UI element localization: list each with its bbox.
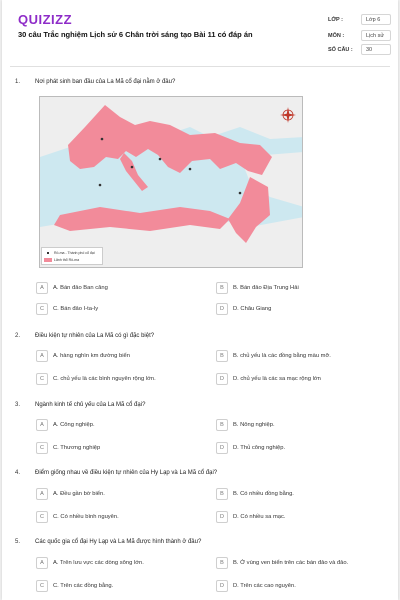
q3-option-b[interactable]	[216, 419, 386, 433]
option-letter: A	[36, 419, 48, 431]
meta-count-label: SỐ CÂU :	[328, 47, 353, 53]
option-text: A. hàng nghìn km đường biển	[53, 353, 130, 359]
meta-subject-label: MÔN :	[328, 33, 345, 39]
q1-option-b[interactable]	[216, 282, 386, 296]
q1-option-c[interactable]	[36, 303, 206, 317]
question-2-text: Điều kiện tự nhiên của La Mã có gì đặc biệt?	[35, 333, 155, 339]
q2-option-a[interactable]	[36, 350, 206, 364]
option-text: C. Thương nghiệp	[53, 445, 101, 451]
quizizz-logo: QUIZIZZ	[18, 12, 73, 27]
q3-option-d[interactable]	[216, 442, 386, 456]
meta-count-value: 30	[361, 44, 391, 55]
option-text: A. Trên lưu vực các dòng sông lớn.	[53, 560, 144, 566]
q4-option-b[interactable]	[216, 488, 386, 502]
question-3-number: 3.	[15, 402, 21, 408]
q5-option-b[interactable]	[216, 557, 386, 571]
option-text: A. Đều gần bờ biển.	[53, 491, 105, 497]
option-letter: D	[216, 303, 228, 315]
option-letter: D	[216, 580, 228, 592]
q3-option-c[interactable]	[36, 442, 206, 456]
option-text: B. Ở vùng ven biển trên các bán đảo và đảo.	[233, 560, 349, 566]
page-title: 30 câu Trắc nghiệm Lịch sử 6 Chân trời sáng tạo Bài 11 có đáp án	[18, 30, 253, 39]
option-letter: C	[36, 580, 48, 592]
option-text: B. Nông nghiệp.	[233, 422, 275, 428]
roman-empire-map	[39, 96, 303, 268]
q4-option-a[interactable]	[36, 488, 206, 502]
q2-option-c[interactable]	[36, 373, 206, 387]
option-text: C. Trên các đồng bằng.	[53, 583, 114, 589]
option-letter: A	[36, 557, 48, 569]
q4-option-d[interactable]	[216, 511, 386, 525]
question-2-number: 2.	[15, 333, 21, 339]
legend-territory-label: Lãnh thổ Rô-ma	[54, 258, 80, 262]
q3-option-a[interactable]	[36, 419, 206, 433]
map-graphic	[40, 97, 303, 268]
option-text: D. chủ yếu là các sa mạc rộng lớn	[233, 376, 321, 382]
q2-option-b[interactable]	[216, 350, 386, 364]
option-letter: D	[216, 511, 228, 523]
map-legend	[41, 247, 103, 265]
meta-class-label: LỚP :	[328, 17, 343, 23]
question-3-text: Ngành kinh tế chủ yếu của La Mã cổ đại?	[35, 402, 146, 408]
q1-option-d[interactable]	[216, 303, 386, 317]
option-text: A. Công nghiệp.	[53, 422, 95, 428]
q1-option-a[interactable]	[36, 282, 206, 296]
option-text: C. Có nhiều bình nguyên.	[53, 514, 119, 520]
q4-option-c[interactable]	[36, 511, 206, 525]
option-letter: C	[36, 511, 48, 523]
option-letter: C	[36, 442, 48, 454]
option-text: D. Thủ công nghiệp.	[233, 445, 286, 451]
option-text: C. chủ yếu là các bình nguyên rộng lớn.	[53, 376, 156, 382]
question-4-text: Điểm giống nhau về điều kiện tự nhiên của Hy Lạp và La Mã cổ đại?	[35, 470, 218, 476]
option-letter: B	[216, 557, 228, 569]
header-divider	[10, 66, 390, 67]
question-4-number: 4.	[15, 470, 21, 476]
option-letter: A	[36, 282, 48, 294]
option-text: B. Bán đảo Địa Trung Hải	[233, 285, 299, 291]
option-letter: B	[216, 488, 228, 500]
option-text: A. Bán đảo Ban căng	[53, 285, 108, 291]
option-text: D. Châu Giang	[233, 306, 272, 312]
q5-option-a[interactable]	[36, 557, 206, 571]
option-text: B. chủ yếu là các đồng bằng màu mỡ.	[233, 353, 331, 359]
option-letter: A	[36, 350, 48, 362]
meta-subject-value: Lịch sử	[361, 30, 391, 41]
option-text: B. Có nhiều đồng bằng.	[233, 491, 294, 497]
meta-class-value: Lớp 6	[361, 14, 391, 25]
option-letter: D	[216, 442, 228, 454]
q5-option-c[interactable]	[36, 580, 206, 594]
question-5-text: Các quốc gia cổ đại Hy Lạp và La Mã được hình thành ở đâu?	[35, 539, 202, 545]
option-letter: B	[216, 282, 228, 294]
option-letter: C	[36, 373, 48, 385]
option-text: D. Trên các cao nguyên.	[233, 583, 296, 589]
option-letter: B	[216, 419, 228, 431]
q2-option-d[interactable]	[216, 373, 386, 387]
option-letter: B	[216, 350, 228, 362]
option-letter: D	[216, 373, 228, 385]
option-letter: C	[36, 303, 48, 315]
q5-option-d[interactable]	[216, 580, 386, 594]
question-5-number: 5.	[15, 539, 21, 545]
question-1-text: Nơi phát sinh ban đầu của La Mã cổ đại nằm ở đâu?	[35, 79, 176, 85]
option-letter: A	[36, 488, 48, 500]
question-1-number: 1.	[15, 79, 21, 85]
option-text: C. Bán đảo I-ta-ly	[53, 306, 99, 312]
legend-city-label: Rô-ma - Thành phố cổ đại	[54, 251, 95, 255]
option-text: D. Có nhiều sa mạc.	[233, 514, 286, 520]
worksheet-page	[2, 0, 398, 600]
